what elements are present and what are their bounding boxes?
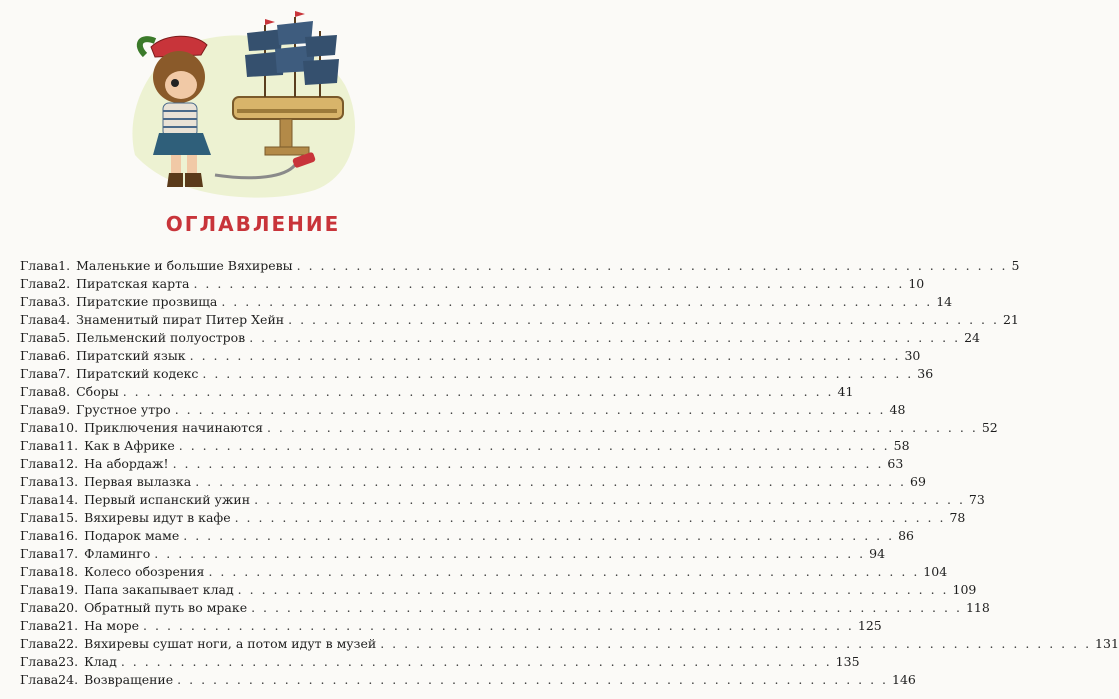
toc-row[interactable] <box>20 311 1019 329</box>
chapter-label: Глава <box>20 330 59 345</box>
toc-row[interactable] <box>20 653 860 671</box>
page-number: 104 <box>923 564 948 579</box>
dot-leader: . . . . . . . . . . . . . . . . . . . . . . . . . . . . . . . . . . . . . . . . . . . . . . . . . . . . . . . . . . . . <box>202 366 914 381</box>
chapter-title: Пиратский кодекс <box>76 366 199 381</box>
chapter-title: Пельменский полуостров <box>76 330 246 345</box>
toc-row[interactable] <box>20 365 934 383</box>
toc-row[interactable] <box>20 257 1020 275</box>
dot-leader: . . . . . . . . . . . . . . . . . . . . . . . . . . . . . . . . . . . . . . . . . . . . . . . . . . . . . . . . . . . . <box>254 492 965 507</box>
page-number: 30 <box>904 348 921 363</box>
chapter-title: Первая вылазка <box>84 474 192 489</box>
chapter-title: Маленькие и большие Вяхиревы <box>76 258 293 273</box>
page-number: 135 <box>835 654 860 669</box>
toc-row[interactable] <box>20 419 998 437</box>
page-number: 36 <box>917 366 934 381</box>
dot-leader: . . . . . . . . . . . . . . . . . . . . . . . . . . . . . . . . . . . . . . . . . . . . . . . . . . . . . . . . . . . . <box>189 348 901 363</box>
chapter-number: 11. <box>58 438 79 453</box>
chapter-number: 8. <box>58 384 71 399</box>
page-number: 131 <box>1095 636 1119 651</box>
page-number: 5 <box>1011 258 1020 273</box>
page-number: 48 <box>889 402 906 417</box>
toc-row[interactable] <box>20 293 953 311</box>
page-number: 109 <box>952 582 977 597</box>
chapter-number: 20. <box>58 600 79 615</box>
chapter-label: Глава <box>20 564 59 579</box>
chapter-number: 16. <box>58 528 79 543</box>
chapter-label: Глава <box>20 636 59 651</box>
chapter-title: Колесо обозрения <box>84 564 205 579</box>
dot-leader: . . . . . . . . . . . . . . . . . . . . . . . . . . . . . . . . . . . . . . . . . . . . . . . . . . . . . . . . . . . . <box>288 312 999 327</box>
toc-row[interactable] <box>20 617 882 635</box>
chapter-number: 4. <box>58 312 71 327</box>
page-number: 125 <box>857 618 882 633</box>
chapter-label: Глава <box>20 654 59 669</box>
chapter-label: Глава <box>20 438 59 453</box>
page-number: 14 <box>936 294 953 309</box>
chapter-title: Пиратская карта <box>76 276 190 291</box>
dot-leader: . . . . . . . . . . . . . . . . . . . . . . . . . . . . . . . . . . . . . . . . . . . . . . . . . . . . . . . . . . . . <box>143 618 854 633</box>
toc-row[interactable] <box>20 599 990 617</box>
page-number: 94 <box>869 546 886 561</box>
chapter-label: Глава <box>20 384 59 399</box>
chapter-label: Глава <box>20 456 59 471</box>
page-number: 86 <box>898 528 914 543</box>
chapter-number: 6. <box>58 348 71 363</box>
page-number: 52 <box>981 420 998 435</box>
dot-leader: . . . . . . . . . . . . . . . . . . . . . . . . . . . . . . . . . . . . . . . . . . . . . . . . . . . . . . . . . . . . <box>380 636 1092 651</box>
chapter-label: Глава <box>20 474 59 489</box>
chapter-title: Первый испанский ужин <box>84 492 251 507</box>
toc-row[interactable] <box>20 545 886 563</box>
dot-leader: . . . . . . . . . . . . . . . . . . . . . . . . . . . . . . . . . . . . . . . . . . . . . . . . . . . . . . . . . . . . <box>266 420 978 435</box>
chapter-label: Глава <box>20 600 59 615</box>
chapter-number: 7. <box>58 366 71 381</box>
toc-row[interactable] <box>20 581 977 599</box>
chapter-title: Пиратский язык <box>76 348 186 363</box>
chapter-number: 2. <box>58 276 71 291</box>
dot-leader: . . . . . . . . . . . . . . . . . . . . . . . . . . . . . . . . . . . . . . . . . . . . . . . . . . . . . . . . . . . . <box>174 402 886 417</box>
chapter-title: Клад <box>84 654 117 669</box>
page-number: 118 <box>965 600 990 615</box>
chapter-title: Папа закапывает клад <box>84 582 234 597</box>
page-number: 41 <box>837 384 854 399</box>
page-number: 146 <box>892 672 916 687</box>
toc-row[interactable] <box>20 347 921 365</box>
chapter-title: Подарок маме <box>84 528 180 543</box>
chapter-number: 13. <box>58 474 79 489</box>
chapter-number: 12. <box>58 456 79 471</box>
chapter-number: 18. <box>58 564 79 579</box>
chapter-label: Глава <box>20 618 59 633</box>
chapter-label: Глава <box>20 402 59 417</box>
chapter-label: Глава <box>20 510 59 525</box>
toc-row[interactable] <box>20 455 904 473</box>
chapter-title: Знаменитый пират Питер Хейн <box>76 312 285 327</box>
chapter-title: Приключения начинаются <box>84 420 263 435</box>
toc-row[interactable] <box>20 635 1119 653</box>
chapter-title: Вяхиревы сушат ноги, а потом идут в музей <box>84 636 377 651</box>
chapter-label: Глава <box>20 276 59 291</box>
chapter-label: Глава <box>20 672 59 687</box>
chapter-number: 17. <box>58 546 79 561</box>
chapter-title: Фламинго <box>84 546 151 561</box>
chapter-label: Глава <box>20 420 59 435</box>
chapter-number: 14. <box>58 492 79 507</box>
dot-leader: . . . . . . . . . . . . . . . . . . . . . . . . . . . . . . . . . . . . . . . . . . . . . . . . . . . . . . . . . . . . <box>178 438 890 453</box>
chapter-label: Глава <box>20 348 59 363</box>
chapter-label: Глава <box>20 258 59 273</box>
dot-leader: . . . . . . . . . . . . . . . . . . . . . . . . . . . . . . . . . . . . . . . . . . . . . . . . . . . . . . . . . . . . <box>249 330 961 345</box>
toc-row[interactable] <box>20 563 948 581</box>
table-of-contents <box>20 257 1119 689</box>
chapter-title: На море <box>84 618 140 633</box>
dot-leader: . . . . . . . . . . . . . . . . . . . . . . . . . . . . . . . . . . . . . . . . . . . . . . . . . . . . . . . . . . . . <box>183 528 895 543</box>
toc-row[interactable] <box>20 383 854 401</box>
chapter-number: 23. <box>58 654 79 669</box>
chapter-title: Как в Африке <box>84 438 175 453</box>
chapter-label: Глава <box>20 528 59 543</box>
pirate-ship-illustration <box>115 5 365 205</box>
dot-leader: . . . . . . . . . . . . . . . . . . . . . . . . . . . . . . . . . . . . . . . . . . . . . . . . . . . . . . . . . . . . <box>251 600 962 615</box>
chapter-label: Глава <box>20 312 59 327</box>
toc-row[interactable] <box>20 401 906 419</box>
toc-row[interactable] <box>20 329 980 347</box>
chapter-label: Глава <box>20 294 59 309</box>
chapter-number: 9. <box>58 402 71 417</box>
toc-row[interactable] <box>20 437 910 455</box>
chapter-number: 5. <box>58 330 71 345</box>
chapter-title: Пиратские прозвища <box>76 294 218 309</box>
chapter-number: 3. <box>58 294 71 309</box>
toc-row[interactable] <box>20 473 926 491</box>
dot-leader: . . . . . . . . . . . . . . . . . . . . . . . . . . . . . . . . . . . . . . . . . . . . . . . . . . . . . . . . . . . . <box>296 258 1008 273</box>
page-number: 69 <box>910 474 926 489</box>
page-number: 63 <box>887 456 904 471</box>
toc-row[interactable] <box>20 491 985 509</box>
toc-row[interactable] <box>20 509 966 527</box>
page-number: 73 <box>968 492 985 507</box>
toc-row[interactable] <box>20 671 916 689</box>
chapter-number: 22. <box>58 636 79 651</box>
page-number: 58 <box>893 438 910 453</box>
chapter-number: 10. <box>58 420 79 435</box>
page-number: 10 <box>908 276 925 291</box>
chapter-label: Глава <box>20 492 59 507</box>
toc-title: ОГЛАВЛЕНИЕ <box>165 212 341 236</box>
page-number: 78 <box>949 510 966 525</box>
chapter-title: Вяхиревы идут в кафе <box>84 510 231 525</box>
dot-leader: . . . . . . . . . . . . . . . . . . . . . . . . . . . . . . . . . . . . . . . . . . . . . . . . . . . . . . . . . . . . <box>195 474 907 489</box>
dot-leader: . . . . . . . . . . . . . . . . . . . . . . . . . . . . . . . . . . . . . . . . . . . . . . . . . . . . . . . . . . . . <box>208 564 920 579</box>
chapter-title: Возвращение <box>84 672 174 687</box>
dot-leader: . . . . . . . . . . . . . . . . . . . . . . . . . . . . . . . . . . . . . . . . . . . . . . . . . . . . . . . . . . . . <box>154 546 866 561</box>
page-number: 21 <box>1002 312 1019 327</box>
dot-leader: . . . . . . . . . . . . . . . . . . . . . . . . . . . . . . . . . . . . . . . . . . . . . . . . . . . . . . . . . . . . <box>177 672 889 687</box>
dot-leader: . . . . . . . . . . . . . . . . . . . . . . . . . . . . . . . . . . . . . . . . . . . . . . . . . . . . . . . . . . . . <box>120 654 832 669</box>
chapter-number: 1. <box>58 258 71 273</box>
chapter-number: 15. <box>58 510 79 525</box>
dot-leader: . . . . . . . . . . . . . . . . . . . . . . . . . . . . . . . . . . . . . . . . . . . . . . . . . . . . . . . . . . . . <box>172 456 884 471</box>
dot-leader: . . . . . . . . . . . . . . . . . . . . . . . . . . . . . . . . . . . . . . . . . . . . . . . . . . . . . . . . . . . . <box>237 582 949 597</box>
chapter-title: Сборы <box>76 384 119 399</box>
chapter-title: На абордаж! <box>84 456 169 471</box>
chapter-label: Глава <box>20 366 59 381</box>
dot-leader: . . . . . . . . . . . . . . . . . . . . . . . . . . . . . . . . . . . . . . . . . . . . . . . . . . . . . . . . . . . . <box>221 294 933 309</box>
chapter-label: Глава <box>20 582 59 597</box>
chapter-number: 24. <box>58 672 79 687</box>
toc-row[interactable] <box>20 275 925 293</box>
chapter-label: Глава <box>20 546 59 561</box>
dot-leader: . . . . . . . . . . . . . . . . . . . . . . . . . . . . . . . . . . . . . . . . . . . . . . . . . . . . . . . . . . . . <box>193 276 905 291</box>
chapter-number: 21. <box>58 618 79 633</box>
page-number: 24 <box>964 330 980 345</box>
chapter-number: 19. <box>58 582 79 597</box>
toc-row[interactable] <box>20 527 914 545</box>
chapter-title: Грустное утро <box>76 402 171 417</box>
dot-leader: . . . . . . . . . . . . . . . . . . . . . . . . . . . . . . . . . . . . . . . . . . . . . . . . . . . . . . . . . . . . <box>234 510 946 525</box>
chapter-title: Обратный путь во мраке <box>84 600 248 615</box>
dot-leader: . . . . . . . . . . . . . . . . . . . . . . . . . . . . . . . . . . . . . . . . . . . . . . . . . . . . . . . . . . . . <box>122 384 834 399</box>
